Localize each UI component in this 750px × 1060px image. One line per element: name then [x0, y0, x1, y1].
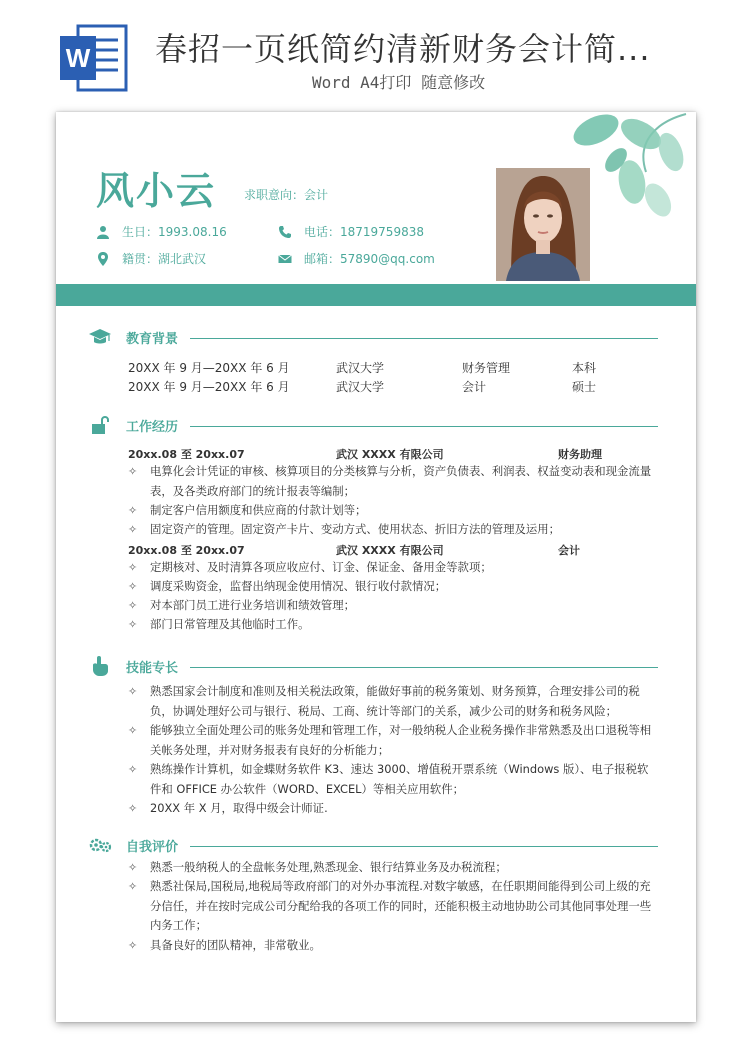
gears-icon	[88, 834, 112, 856]
list-item	[128, 520, 653, 540]
header-divider-bar	[56, 284, 696, 306]
job-period: 20xx.08 至 20xx.07	[128, 544, 245, 557]
list-item-text: 调度采购资金，监督出纳现金使用情况、银行收付款情况；	[150, 579, 447, 593]
edu-major: 会计	[462, 380, 487, 394]
list-item-text: 对本部门员工进行业务培训和绩效管理；	[150, 598, 356, 612]
bullet-symbol: ✧	[128, 880, 138, 893]
job-period: 20xx.08 至 20xx.07	[128, 448, 245, 461]
info-email	[278, 250, 435, 267]
bullet-symbol: ✧	[128, 802, 138, 815]
list-item	[128, 596, 653, 616]
location-pin-icon	[96, 252, 110, 266]
document-subtitle: Word A4打印 随意修改	[312, 73, 486, 92]
bullet-symbol: ✧	[128, 861, 138, 874]
graduation-cap-icon	[88, 326, 112, 348]
bullet-symbol: ✧	[128, 561, 138, 574]
unlock-icon	[88, 414, 112, 436]
document-title: 春招一页纸简约清新财务会计简...	[155, 30, 651, 68]
edu-school: 武汉大学	[336, 380, 385, 394]
list-item	[128, 760, 653, 799]
list-item	[128, 501, 653, 521]
list-item-text: 具备良好的团队精神，非常敬业。	[150, 938, 321, 952]
list-item	[128, 858, 653, 878]
list-item-text: 熟悉国家会计制度和准则及相关税法政策，能做好事前的税务策划、财务预算，合理安排公司的税负，协调处理好公司与银行、税局、工商、统计等部门的关系，减少公司的财务和税务风险；	[150, 684, 640, 718]
list-item	[128, 936, 653, 956]
bullet-symbol: ✧	[128, 523, 138, 536]
list-item-text: 熟悉一般纳税人的全盘帐务处理,熟悉现金、银行结算业务及办税流程；	[150, 860, 507, 874]
job-intent: 求职意向：会计	[244, 188, 329, 202]
edu-major: 财务管理	[462, 361, 511, 375]
section-self	[88, 834, 658, 856]
edu-period: 20XX 年 9 月—20XX 年 6 月	[128, 361, 290, 375]
list-item	[128, 799, 653, 819]
job-company: 武汉 XXXX 有限公司	[336, 544, 444, 557]
section-education-title: 教育背景	[126, 331, 179, 347]
envelope-icon	[278, 252, 292, 266]
bullet-symbol: ✧	[128, 599, 138, 612]
resume-page	[56, 112, 696, 1022]
birth-text: 生日：1993.08.16	[122, 225, 227, 239]
list-item-text: 电算化会计凭证的审核、核算项目的分类核算与分析，资产负债表、利润表、权益变动表和现金流量表，及各类政府部门的统计报表等编制；	[150, 464, 652, 498]
section-rule	[190, 426, 658, 427]
list-item	[128, 682, 653, 721]
section-rule	[190, 846, 658, 847]
bullet-symbol: ✧	[128, 618, 138, 631]
bullet-symbol: ✧	[128, 580, 138, 593]
job-role: 会计	[558, 544, 580, 557]
svg-text:W: W	[65, 43, 91, 73]
list-item-text: 固定资产的管理。固定资产卡片、变动方式、使用状态、折旧方法的管理及运用；	[150, 522, 561, 536]
info-phone	[278, 223, 424, 240]
section-self-title: 自我评价	[126, 839, 179, 855]
native-text: 籍贯：湖北武汉	[122, 252, 207, 266]
section-rule	[190, 667, 658, 668]
bullet-symbol: ✧	[128, 763, 138, 776]
info-native	[96, 250, 206, 267]
phone-icon	[278, 225, 292, 239]
section-work	[88, 414, 658, 436]
list-item-text: 熟练操作计算机，如金蝶财务软件 K3、速达 3000、增值税开票系统（Windows 版）、电子报税软件和 OFFICE 办公软件（WORD、EXCEL）等相关应用软件；	[150, 762, 649, 796]
list-item	[128, 577, 653, 597]
list-item-text: 定期核对、及时清算各项应收应付、订金、保证金、备用金等款项；	[150, 560, 492, 574]
edu-degree: 硕士	[572, 380, 597, 394]
list-item	[128, 721, 653, 760]
info-birth	[96, 223, 227, 240]
candidate-name: 风小云	[96, 169, 217, 213]
edu-period: 20XX 年 9 月—20XX 年 6 月	[128, 380, 290, 394]
list-item	[128, 615, 653, 635]
job-company: 武汉 XXXX 有限公司	[336, 448, 444, 461]
section-skills-title: 技能专长	[126, 660, 179, 676]
list-item	[128, 877, 653, 936]
section-rule	[190, 338, 658, 339]
list-item-text: 能够独立全面处理公司的账务处理和管理工作，对一般纳税人企业税务操作非常熟悉及出口退税等相关帐务处理，并对财务报表有良好的分析能力；	[150, 723, 652, 757]
edu-school: 武汉大学	[336, 361, 385, 375]
list-item	[128, 558, 653, 578]
bullet-symbol: ✧	[128, 939, 138, 952]
phone-text: 电话：18719759838	[304, 225, 424, 239]
portrait-illustration	[496, 168, 590, 281]
preview-banner	[0, 0, 750, 110]
list-item-text: 20XX 年 X 月，取得中级会计师证.	[150, 801, 328, 815]
bullet-symbol: ✧	[128, 504, 138, 517]
edu-degree: 本科	[572, 361, 597, 375]
bullet-symbol: ✧	[128, 685, 138, 698]
section-education	[88, 326, 658, 348]
job-role: 财务助理	[558, 448, 602, 461]
pointing-hand-icon	[88, 655, 112, 677]
list-item-text: 制定客户信用额度和供应商的付款计划等；	[150, 503, 367, 517]
section-work-title: 工作经历	[126, 419, 179, 435]
list-item-text: 部门日常管理及其他临时工作。	[150, 617, 310, 631]
email-text: 邮箱：57890@qq.com	[304, 252, 435, 266]
profile-photo	[496, 168, 590, 281]
section-skills	[88, 655, 658, 677]
list-item	[128, 462, 653, 501]
bullet-symbol: ✧	[128, 724, 138, 737]
bullet-symbol: ✧	[128, 465, 138, 478]
list-item-text: 熟悉社保局,国税局,地税局等政府部门的对外办事流程.对数字敏感，在任职期间能得到公司上级的充分信任，并在按时完成公司分配给我的各项工作的同时，还能积极主动地协助公司其他同事处理一些内务工作；	[150, 879, 652, 932]
word-app-icon	[58, 22, 130, 94]
user-icon	[96, 225, 110, 239]
